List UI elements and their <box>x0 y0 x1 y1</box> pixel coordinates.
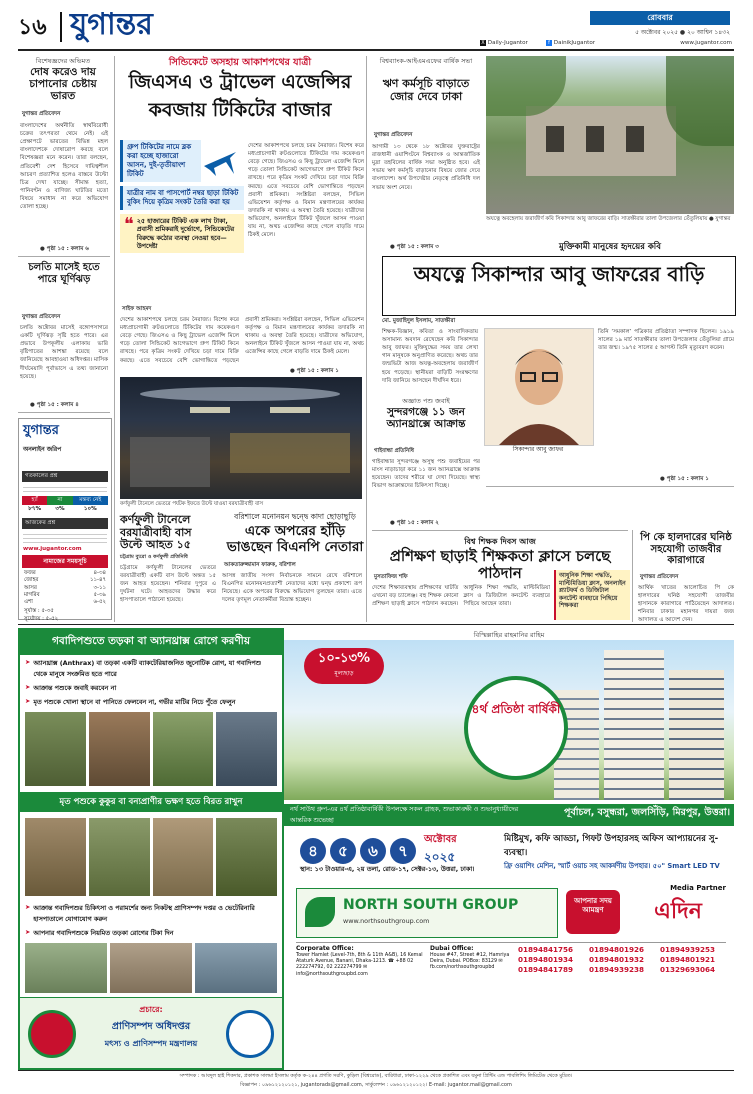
pk-byline: যুগান্তর প্রতিবেদন <box>640 574 679 580</box>
re-phone[interactable]: 01894801934 <box>518 955 574 964</box>
date-line: ৫ অক্টোবর ২০২৫ ● ২০ আশ্বিন ১৪৩২ <box>635 29 730 36</box>
anthrax-continued: ● পৃষ্ঠা ১৫ : কলাম ২ <box>390 520 439 526</box>
anthrax-byline: গাইবান্ধা প্রতিনিধি <box>374 448 414 454</box>
poll-yes-value: ৮৭% <box>28 506 42 512</box>
wb-headline: ঋণ কর্মসূচি বাড়াতে জোর দেবে ঢাকা <box>382 77 470 103</box>
warning-icon: ➤ <box>25 928 31 936</box>
teacher-body: দেশের শিক্ষাব্যবস্থায় প্রশিক্ষণের ঘাটতি এখনো বড় চ্যালেঞ্জ। বহু শিক্ষক কোনো প্রশিক্ষণ ছাড়াই ক্লাসে পাঠদান করছেন। আধুনিক শিক্ষা পদ্ধতি, মাল্টিমিডিয়া ক্লাস ও ডিজিটাল কনটেন্ট ব্যবহারে পিছিয়ে আছেন তারা। <box>372 585 550 608</box>
cyclone-continued: ● পৃষ্ঠা ১৫ : কলাম ৪ <box>30 402 79 408</box>
left-body: বাংলাদেশের অর্থনীতি স্বার্থবিরোধী চক্রের তৎপরতা থেমে নেই। এই প্রেক্ষাপটে ভারতের বিভিন্ন মহল বাংলাদেশকে দোষারোপ করছে বলে বিশেষজ্ঞরা মনে করেন। তারা বলছেন, প্রতিবেশী দেশ হিসেবে দায়িত্বশীল আচরণ প্রত্যাশিত হলেও বাস্তবে উল্টো চিত্র দেখা যাচ্ছে। সীমান্ত হত্যা, পানিবণ্টন ও বাণিজ্য ঘাটতির মতো বিষয়ে সমাধান না করে অভিযোগ তোলা হচ্ছে। <box>20 123 108 211</box>
re-dubai-label: Dubai Office: <box>430 945 474 952</box>
re-building-2 <box>669 670 724 800</box>
barishal-kicker: বরিশালে মনোনয়ন দ্বন্দ্বে কাদা ছোড়াছুড়ি <box>234 512 356 521</box>
right-divider <box>486 486 734 487</box>
left-byline: যুগান্তর প্রতিবেদন <box>22 111 61 117</box>
re-brand-site[interactable]: www.northsouthgroup.com <box>343 917 430 925</box>
anthrax-point-4: ➤ আক্রান্ত গবাদিপশুর চিকিৎসা ও পরামর্শের জন্য নিকটস্থ প্রাণিসম্পদ দপ্তর ও ভেটেরিনারি হাসপাতালে যোগাযোগ করুন <box>25 903 255 923</box>
poll-today-label: আজকের প্রশ্ন <box>22 518 108 529</box>
quote-text: ২৫ হাজারের টিকিট এক লাখ টাকা, প্রবাসী শ্রমিকরাই দুর্ভোগে, সিন্ডিকেটের বিরুদ্ধে কঠোর ব্যবস্থা নেওয়া হবে—উপদেষ্টা <box>136 217 235 251</box>
prayer-row: মাগরিব ৫-৩৯ <box>24 591 106 598</box>
anthrax-footer <box>20 997 282 1068</box>
main-headline-2: কবজায় টিকিটের বাজার <box>148 99 332 121</box>
prayer-times <box>19 570 111 606</box>
wb-body: আগামী ১৩ থেকে ১৮ অক্টোবর যুক্তরাষ্ট্রের রাজধানী ওয়াশিংটনে বিশ্বব্যাংক ও আন্তর্জাতিক মুদ্রা তহবিলের বার্ষিক সভা অনুষ্ঠিত হবে। এই সভায় ঋণ কর্মসূচি বাড়ানোর বিষয়ে জোর দেবে বাংলাদেশ। অর্থ উপদেষ্টার নেতৃত্বে প্রতিনিধি দল সভায় অংশ নেবে। <box>372 144 480 191</box>
poll-question-label: গতকালের প্রশ্ন <box>22 471 108 482</box>
re-phone[interactable]: 01894939238 <box>589 965 645 974</box>
poet-body-right: তিনি ‘সমকাল’ পত্রিকার প্রতিষ্ঠাতা সম্পাদক ছিলেন। ১৯১৯ সালের ১৯ মার্চ সাতক্ষীরার তালা উপজেলার তেঁতুলিয়া গ্রামে তার জন্ম। ১৯৭৫ সালের ৫ আগস্ট তিনি মৃত্যুবরণ করেন। <box>598 329 734 352</box>
poet-kicker: মুক্তিকামী মানুষের হৃদয়ের কবি <box>559 242 661 252</box>
poll-none-header: মন্তব্য নেই <box>73 496 108 505</box>
re-phone[interactable]: 01894939253 <box>660 945 716 954</box>
re-building-1 <box>604 650 664 800</box>
re-locations: পূর্বাচল, বসুন্ধরা, জলসিঁড়ি, মিরপুর, উত্তরা। <box>564 807 730 818</box>
barishal-headline: একে অপরের হাঁড়ি ভাঙছেন বিএনপি নেতারা <box>226 523 364 555</box>
re-discount-badge <box>304 648 384 684</box>
anthrax-footer-dept: প্রাণিসম্পদ অধিদপ্তর <box>111 1021 191 1032</box>
anthrax-photo-row-1 <box>20 708 282 790</box>
tunnel-body: চট্টগ্রামে কর্ণফুলী টানেলের ভেতরে বরযাত্রীবাহী একটি বাস উল্টে অন্তত ১৫ জন আহত হয়েছেন। শনিবার দুপুরে এ দুর্ঘটনা ঘটে। আহতদের উদ্ধার করে হাসপাতালে পাঠানো হয়েছে। <box>120 565 216 604</box>
left-headline: দোষ করেও দায় চাপানোর চেষ্টায় ভারত <box>29 66 97 103</box>
masthead-divider <box>60 12 62 42</box>
re-discount-label: মূল্যছাড় <box>334 670 354 677</box>
anthrax-body: গাইবান্ধার সুন্দরগঞ্জে অসুস্থ পশু জবাইয়ের পর মাংস নাড়াচাড়া করে ১১ জন অ্যানথ্রাক্সে আক্রান্ত হয়েছেন। তাদের শরীরে ঘা দেখা দিয়েছে। স্বাস্থ্য বিভাগ আক্রান্তদের চিকিৎসা দিচ্ছে। <box>372 459 480 490</box>
poll-today-text <box>23 531 107 545</box>
anthrax-photo-row-3 <box>20 939 282 997</box>
warning-icon: ➤ <box>25 903 31 911</box>
facebook-icon: f <box>546 40 552 46</box>
re-corporate-addr: Tower Hamlet (Level-7th, 8th & 11th A&B), 16 Kemal Ataturk Avenue, Banani, Dhaka-1213. ☎ +88 02 222274792, 02 222274799 ✉ info@northsouthgroupbd.com <box>296 953 423 977</box>
re-dubai-addr: House #47, Street #12, Hamriya Deira, Dubai. POBox: 83129 ✉ fb.com/northsouthgroupbd <box>430 953 510 971</box>
teacher-headline: প্রশিক্ষণ ছাড়াই শিক্ষকতা ক্লাসে চলছে পাঠদান <box>389 547 611 583</box>
x-icon: X <box>481 40 485 46</box>
dls-logo-icon <box>226 1010 274 1058</box>
re-invite: আপনার সদয় আমন্ত্রণ <box>574 897 612 915</box>
tunnel-photo <box>120 377 362 499</box>
social-fb-handle: DainikJugantor <box>553 40 596 46</box>
poll-logo: যুগান্তর <box>23 423 59 438</box>
quote-icon: ❝ <box>124 214 134 236</box>
re-tagline: মিষ্টিমুখ, কফি আড্ডা, গিফট উপহারসহ অফিস আপ্যায়নের সু-ব্যবস্থা। <box>504 834 719 858</box>
house-photo-caption: অযত্নে অবহেলায় জরাজীর্ণ কবি সিকান্দার আবু জাফরের বাড়ি। সাতক্ষীরার তালা উপজেলার তেঁতুলিয়ায় ● যুগান্তর <box>486 216 731 222</box>
re-phone[interactable]: 01894801926 <box>589 945 645 954</box>
re-banner: বিস্মিল্লাহির রাহমানির রাহিম <box>473 631 545 639</box>
main-body-bottom: দেশের আকাশপথে চলছে চরম নৈরাজ্য। বিশেষ করে মধ্যপ্রাচ্যগামী রুটগুলোতে টিকিটের দাম কয়েকগুণ বেড়ে গেছে। জিএসএ ও কিছু ট্রাভেল এজেন্সি মিলে গড়ে তোলা সিন্ডিকেট আগেভাগে গ্রুপ টিকিট কিনে রাখছে। পরে কৃত্রিম সংকট দেখিয়ে চড়া দামে বিক্রি করছে। এতে সবচেয়ে বেশি ভোগান্তিতে পড়ছেন প্রবাসী শ্রমিকরা। সংশ্লিষ্টরা বলছেন, সিভিল এভিয়েশন কর্তৃপক্ষ ও বিমান মন্ত্রণালয়ের কার্যকর তদারকি না থাকায় এ অবস্থা তৈরি হয়েছে। যাত্রীদের অভিযোগ, অনলাইনে টিকিট খুঁজলে আসন পাওয়া যায় না, অথচ এজেন্সির কাছে গেলে বাড়তি দামে ঠিকই মেলে। <box>120 317 364 364</box>
prayer-title: নামাজের সময়সূচি <box>22 555 108 568</box>
re-brand-leaf-icon <box>305 897 335 927</box>
masthead-rule <box>18 49 734 51</box>
poll-no-header: না <box>47 496 72 505</box>
cyclone-byline: যুগান্তর প্রতিবেদন <box>22 314 61 320</box>
left-continued: ● পৃষ্ঠা ১৫ : কলাম ৬ <box>40 246 89 252</box>
cyclone-headline: চলতি মাসেই হতে পারে ঘূর্ণিঝড় <box>28 262 100 285</box>
re-anniversary: ৪র্থ প্রতিষ্ঠা বার্ষিকী <box>471 702 561 716</box>
re-phone[interactable]: 01894801921 <box>660 955 716 964</box>
re-phone[interactable]: 01329693064 <box>660 965 716 974</box>
poet-portrait-drawing <box>485 329 593 445</box>
cyclone-body: চলতি অক্টোবর মাসেই বঙ্গোপসাগরে একটি ঘূর্ণিঝড় সৃষ্টি হতে পারে। এর প্রভাবে উপকূলীয় এলাকায় ভারি বৃষ্টিপাতের আশঙ্কা রয়েছে বলে জানিয়েছে আবহাওয়া অধিদপ্তর। মাসিক দীর্ঘমেয়াদি পূর্বাভাসে এ তথ্য জানানো হয়েছে। <box>20 325 108 380</box>
anthrax-footer-ministry: মৎস্য ও প্রাণিসম্পদ মন্ত্রণালয় <box>104 1039 198 1048</box>
anthrax-mid-title: মৃত পশুকে কুকুর বা বন্যপ্রাণীর ভক্ষণ হতে বিরত রাখুন <box>20 792 282 812</box>
re-date-6: ৬ <box>360 838 386 864</box>
main-byline: সাইফ আহমদ <box>122 306 152 312</box>
main-continued: ● পৃষ্ঠা ১৫ : কলাম ১ <box>290 368 339 374</box>
anthrax-point-3: ➤ মৃত পশুকে খোলা স্থানে বা পানিতে ফেলবেন না, গভীর মাটির নিচে পুঁতে ফেলুন <box>25 697 236 706</box>
gov-seal-icon <box>28 1010 76 1058</box>
day-label: রোববার <box>647 13 673 22</box>
poll-none-value: ১০% <box>83 506 97 512</box>
re-media-name: এদিন <box>654 898 702 924</box>
re-phone-grid <box>518 945 728 974</box>
sunset-time: সূর্যাস্ত : ৫-৩৫ <box>24 608 54 615</box>
anthrax-footer-label: প্রচারে: <box>139 1005 163 1014</box>
teacher-byline: মুসতাফিজ শফি <box>374 574 408 580</box>
re-phone[interactable]: 01894801932 <box>589 955 645 964</box>
poet-byline: মো. মুজাহিদুল ইসলাম, সাতক্ষীরা <box>382 318 456 324</box>
left-kicker: বিশেষজ্ঞদের অভিমত <box>35 57 91 65</box>
re-offer-line: নর্থ সাউথ গ্রুপ-এর ৪র্থ প্রতিষ্ঠাবার্ষিকী উপলক্ষে সকল গ্রাহক, শুভাকাঙ্ক্ষী ও শুভানুধ্যায়ীদের আন্তরিক শুভেচ্ছা <box>290 806 519 824</box>
anthrax-headline: সুন্দরগঞ্জে ১১ জন অ্যানথ্রাক্সে আক্রান্ত <box>386 406 466 431</box>
prayer-row: এশা ৬-৫২ <box>24 599 106 606</box>
re-invite-badge <box>566 890 620 934</box>
anthrax-point-5: ➤ আপনার গবাদিপশুকে নিয়মিত তড়কা রোগের টিকা দিন <box>25 928 174 937</box>
wb-kicker: বিশ্বব্যাংক-আইএমএফের বার্ষিক সভা <box>379 57 473 65</box>
day-badge <box>590 11 730 25</box>
anthrax-point-2: ➤ আক্রান্ত পশুকে জবাই করবেন না <box>25 683 117 692</box>
teacher-kicker: বিশ্ব শিক্ষক দিবস আজ <box>464 537 536 546</box>
highlight-2: যাত্রীর নাম বা পাসপোর্ট নম্বর ছাড়া টিকিট বুকিং দিয়ে কৃত্রিম সংকট তৈরি করা হয় <box>120 186 244 210</box>
footer-line-2: বিজ্ঞাপন : ০৯৬১২১২০১২১, jugantorads@gmail.com, সার্কুলেশন : ০৯৬১২১২০১২২। E-mail: jugantor.mail@gmail.com <box>240 1082 512 1088</box>
tunnel-photo-caption: কর্ণফুলী টানেলে ভেতরে পর্যটক ইফতে উল্টে যাওয়া বরযাত্রীবাহী বাস <box>120 501 263 507</box>
re-prize: ফ্রি ওয়াশিং মেশিন, স্মার্ট ওয়াচ সহ আকর্ষণীয় উপহার। ৫০" Smart LED TV <box>504 862 720 870</box>
main-highlight-box <box>120 140 244 302</box>
masthead-logo: যুগান্তর <box>70 7 153 42</box>
anthrax-ad-title: গবাদিপশুতে তড়কা বা অ্যানথ্রাক্স রোগে করণীয় <box>20 630 282 655</box>
re-month: অক্টোবর <box>424 834 457 845</box>
poet-continued: ● পৃষ্ঠা ১৫ : কলাম ১ <box>660 476 709 482</box>
re-date-5: ৫ <box>330 838 356 864</box>
re-contact-strip <box>296 942 726 983</box>
teacher-top-rule <box>372 530 628 531</box>
teacher-callout-text: আধুনিক শিক্ষা পদ্ধতি, মাল্টিমিডিয়া ক্লাস, অনলাইন প্ল্যাটফর্ম ও ডিজিটাল কনটেন্ট ব্যবহারে পিছিয়ে শিক্ষকরা <box>559 572 626 609</box>
left-divider-2 <box>18 412 110 413</box>
prayer-row: জোহর ১১-৪৭ <box>24 577 106 584</box>
poet-body-left: শিক্ষক-বিজ্ঞান, কবিতা ও সাংবাদিকতায় অসামান্য অবদান রেখেছেন কবি সিকান্দার আবু জাফর। মুক্তিযুদ্ধের সময় তার লেখা গান মানুষকে অনুপ্রাণিত করেছে। অথচ তার জন্মভিটা আজ অযত্ন-অবহেলায় জরাজীর্ণ হয়ে পড়েছে। স্থানীয়রা বাড়িটি সংরক্ষণের দাবি জানিয়ে আসছেন দীর্ঘদিন ধরে। <box>382 329 478 384</box>
poll-results <box>22 496 108 505</box>
re-anniversary-badge <box>464 676 568 780</box>
col-divider-3 <box>632 530 633 622</box>
re-venue: স্থান: ১৩ টাওয়ার-এ, ২য় তলা, রোড-১৭, সেক্টর-১৩, উত্তরা, ঢাকা। <box>300 865 475 873</box>
poll-website[interactable]: www.jugantor.com <box>23 546 82 552</box>
tunnel-byline: চট্টগ্রাম ব্যুরো ও কর্ণফুলী প্রতিনিধি <box>120 554 188 560</box>
website-link[interactable]: www.jugantor.com <box>680 40 732 46</box>
anthrax-kicker: অজ্ঞাত পশু জবাই <box>402 397 450 405</box>
footer-rule <box>18 1070 734 1071</box>
wb-continued: ● পৃষ্ঠা ১৫ : কলাম ৩ <box>390 244 439 250</box>
tunnel-headline: কর্ণফুলী টানেলে বরযাত্রীবাহী বাস উল্টে আহত ১৫ <box>120 513 192 552</box>
poll-no-value: ৩% <box>55 506 65 512</box>
page-number: ১৬ <box>18 14 47 40</box>
footer-line-1: সম্পাদক : আবদুল হাই শিকদার, প্রকাশক সালমা ইসলাম কর্তৃক ক-২৪৪ প্রগতি সরণি, কুড়িল (বিশ্বরোড), বারিধারা, ঢাকা-১২২৯ থেকে প্রকাশিত এবং যমুনা প্রিন্টিং এন্ড পাবলিশিং লিমিটেড থেকে মুদ্রিত। <box>179 1073 573 1079</box>
re-phone[interactable]: 01894841756 <box>518 945 574 954</box>
warning-icon: ➤ <box>25 658 31 666</box>
prayer-row: ফজর ৪-৩৪ <box>24 570 106 576</box>
highlight-1: গ্রুপ টিকিটের নামে ব্লক করা হচ্ছে হাজারো আসন, দুই-তৃতীয়াংশ টিকিট <box>120 140 201 182</box>
col-divider-1 <box>114 56 115 622</box>
prayer-row: আসর ৩-১১ <box>24 584 106 591</box>
house-photo <box>486 56 734 214</box>
re-year: ২০২৫ <box>424 850 456 864</box>
re-brand: NORTH SOUTH GROUP <box>343 897 519 913</box>
poet-portrait-caption: সিকান্দার আবু জাফর <box>512 446 564 453</box>
poet-headline: অযত্নে সিকান্দার আবু জাফরের বাড়ি <box>413 262 705 286</box>
quote-box <box>120 214 244 253</box>
pk-body: আর্থিক খাতের আলোচিত পি কে হালদারের ঘনিষ্ঠ সহযোগী তাজবীর হাসানকে কারাগারে পাঠিয়েছেন আদালত। শনিবার ঢাকার মহানগর দায়রা জজ আদালত এ আদেশ দেন। <box>638 585 734 624</box>
re-date-4: ৪ <box>300 838 326 864</box>
social-x[interactable] <box>480 40 528 47</box>
warning-icon: ➤ <box>25 697 31 705</box>
poll-question-text <box>23 484 107 494</box>
poll-values <box>22 505 108 514</box>
pk-headline: পি কে হালদারের ঘনিষ্ঠ সহযোগী তাজবীর কারাগারে <box>640 532 732 566</box>
anthrax-photo-row-2 <box>20 814 282 900</box>
poll-yes-header: হ্যাঁ <box>22 496 47 505</box>
teacher-callout <box>554 570 630 620</box>
sunrise-time: সূর্যোদয় : ৫-৫২ <box>24 616 59 623</box>
poet-headline-box <box>382 256 736 316</box>
re-corporate-label: Corporate Office: <box>296 945 354 952</box>
re-brand-box <box>296 888 558 938</box>
re-media-partner-label: Media Partner <box>670 884 726 892</box>
poll-title: অনলাইন জরিপ <box>23 446 62 453</box>
re-date-7: ৭ <box>390 838 416 864</box>
plane-icon <box>200 144 240 184</box>
real-estate-ad <box>284 628 734 1066</box>
anthrax-point-1: ➤ অ্যানথ্রাক্স (Anthrax) বা তড়কা একটি ব্যাকটেরিয়াজনিত জুনোটিক রোগ, যা গবাদিপশু থেকে মানুষে সংক্রমিত হতে পারে <box>25 658 262 678</box>
poet-portrait <box>484 328 594 446</box>
main-kicker: সিন্ডিকেটে অসহায় আকাশপথের যাত্রী <box>168 57 312 68</box>
online-poll-box <box>18 418 112 623</box>
barishal-byline: আকতারুজ্জামান ফারুক, বরিশাল <box>224 562 296 568</box>
left-divider-1 <box>18 256 110 257</box>
wb-byline: যুগান্তর প্রতিবেদন <box>374 132 413 138</box>
warning-icon: ➤ <box>25 683 31 691</box>
barishal-body: আসন্ন জাতীয় সংসদ নির্বাচনকে সামনে রেখে বরিশালে বিএনপির মনোনয়নপ্রত্যাশী নেতাদের মধ্যে দ্বন্দ্ব প্রকাশ্যে রূপ নিয়েছে। একে অপরের বিরুদ্ধে অভিযোগ তুলছেন তারা। এতে দলের তৃণমূল নেতাকর্মীরা বিভ্রান্ত হচ্ছেন। <box>222 573 362 604</box>
main-headline-1: জিএসএ ও ট্রাভেল এজেন্সির <box>128 71 352 93</box>
social-x-handle: Daily-Jugantor <box>487 40 528 46</box>
anthrax-ad <box>18 628 284 1070</box>
re-discount: ১০-১৩% <box>317 651 371 666</box>
ads-top-rule <box>18 624 734 625</box>
main-body-right: দেশের আকাশপথে চলছে চরম নৈরাজ্য। বিশেষ করে মধ্যপ্রাচ্যগামী রুটগুলোতে টিকিটের দাম কয়েকগুণ বেড়ে গেছে। জিএসএ ও কিছু ট্রাভেল এজেন্সি মিলে গড়ে তোলা সিন্ডিকেট আগেভাগে গ্রুপ টিকিট কিনে রাখছে। পরে কৃত্রিম সংকট দেখিয়ে চড়া দামে বিক্রি করছে। এতে সবচেয়ে বেশি ভোগান্তিতে পড়ছেন প্রবাসী শ্রমিকরা। সংশ্লিষ্টরা বলছেন, সিভিল এভিয়েশন কর্তৃপক্ষ ও বিমান মন্ত্রণালয়ের কার্যকর তদারকি না থাকায় এ অবস্থা তৈরি হয়েছে। যাত্রীদের অভিযোগ, অনলাইনে টিকিট খুঁজলে আসন পাওয়া যায় না, অথচ এজেন্সির কাছে গেলে বাড়তি দামে ঠিকই মেলে। <box>248 143 364 239</box>
re-phone[interactable]: 01894841789 <box>518 965 574 974</box>
social-fb[interactable] <box>546 40 595 47</box>
